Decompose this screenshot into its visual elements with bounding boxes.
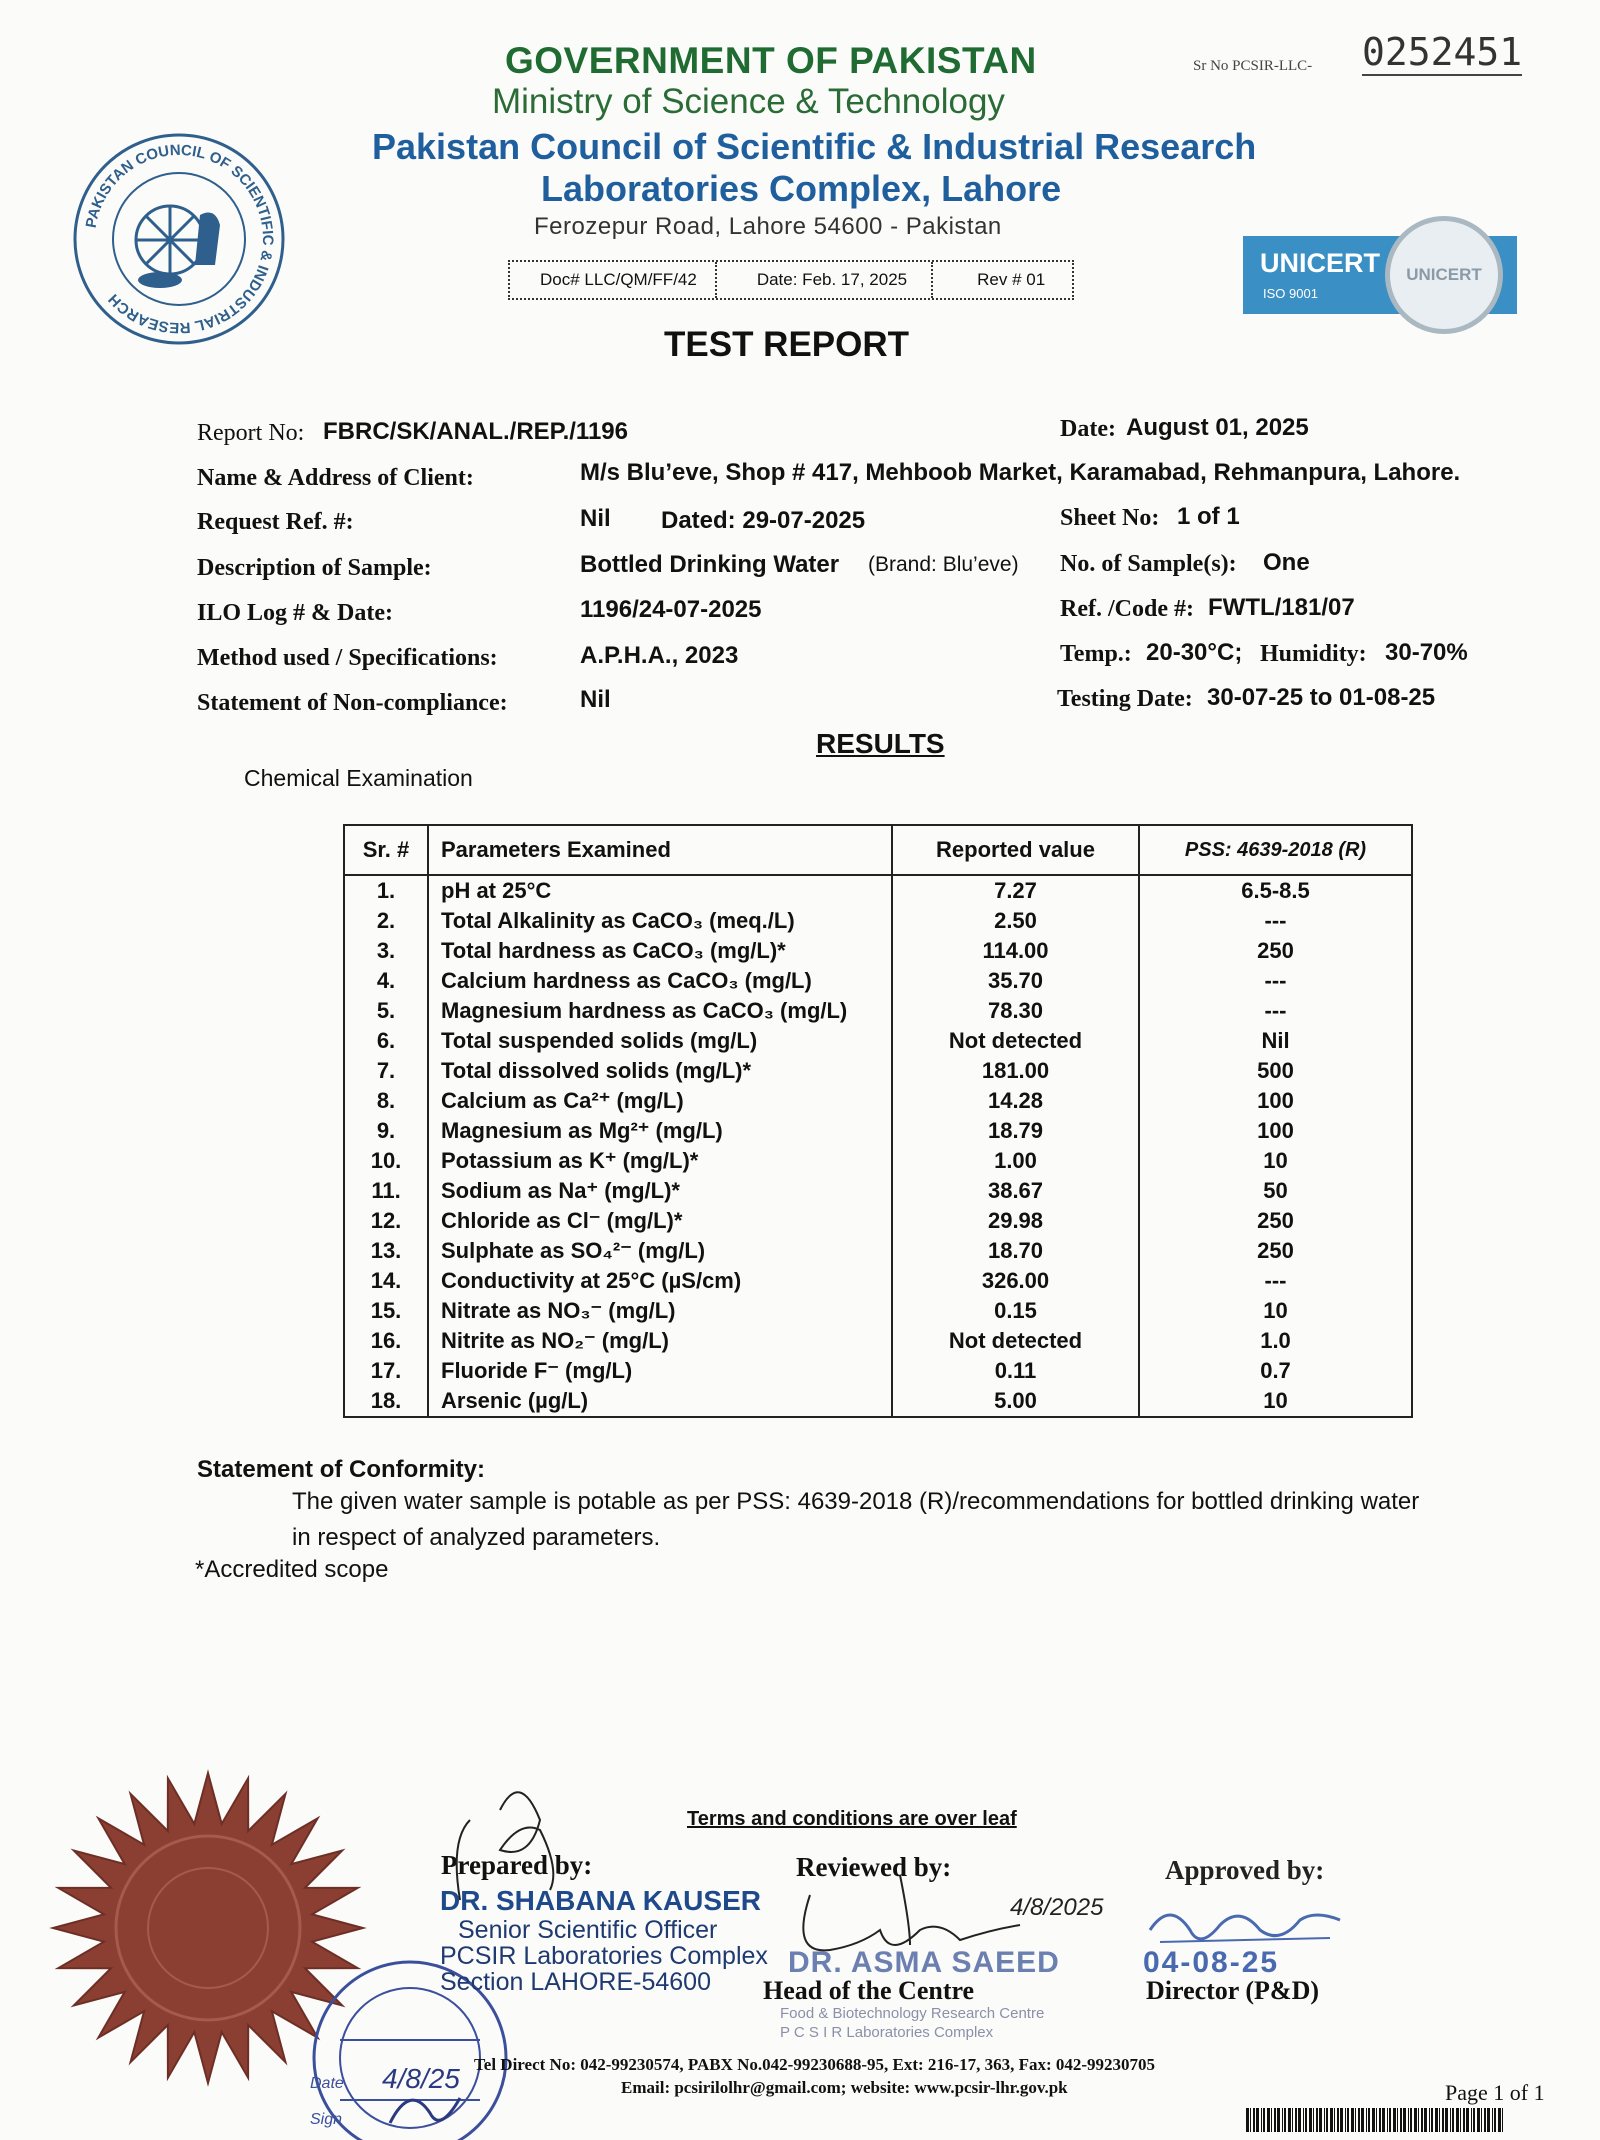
- method-value: A.P.H.A., 2023: [580, 642, 739, 669]
- conformity-heading: Statement of Conformity:: [197, 1456, 485, 1483]
- results-table: [343, 824, 1413, 1418]
- approved-signature: [1140, 1900, 1350, 1950]
- table-row: [344, 906, 1412, 936]
- sheet-value: 1 of 1: [1177, 503, 1240, 530]
- doc-date: Date: Feb. 17, 2025: [756, 270, 908, 289]
- row-pss-limit: ---: [1139, 1266, 1412, 1296]
- address-line: Ferozepur Road, Lahore 54600 - Pakistan: [534, 213, 1002, 240]
- row-pss-limit: 250: [1139, 1236, 1412, 1266]
- row-sr: 15.: [344, 1296, 428, 1326]
- table-row: [344, 1026, 1412, 1056]
- row-sr: 13.: [344, 1236, 428, 1266]
- unicert-badge: [1243, 236, 1517, 314]
- row-reported-value: 0.15: [892, 1296, 1139, 1326]
- table-row: [344, 875, 1412, 906]
- report-no-label: Report No:: [197, 420, 305, 446]
- page-number: Page 1 of 1: [1445, 2080, 1545, 2105]
- approved-label: Approved by:: [1165, 1855, 1325, 1885]
- row-reported-value: 38.67: [892, 1176, 1139, 1206]
- table-row: [344, 1386, 1412, 1417]
- row-sr: 8.: [344, 1086, 428, 1116]
- row-parameter: Nitrite as NO₂⁻ (mg/L): [428, 1326, 892, 1356]
- reviewed-name: DR. ASMA SAEED: [788, 1946, 1060, 1979]
- row-reported-value: 326.00: [892, 1266, 1139, 1296]
- prepared-name: DR. SHABANA KAUSER: [440, 1885, 761, 1916]
- row-reported-value: 5.00: [892, 1386, 1139, 1417]
- row-sr: 5.: [344, 996, 428, 1026]
- row-sr: 16.: [344, 1326, 428, 1356]
- refcode-label: Ref. /Code #:: [1060, 596, 1194, 622]
- prepared-label: Prepared by:: [441, 1850, 593, 1880]
- row-sr: 9.: [344, 1116, 428, 1146]
- samples-value: One: [1263, 549, 1310, 576]
- table-row: [344, 1176, 1412, 1206]
- temp-value: 20-30°C;: [1146, 639, 1243, 666]
- accredited-note: *Accredited scope: [195, 1556, 389, 1583]
- row-parameter: Potassium as K⁺ (mg/L)*: [428, 1146, 892, 1176]
- row-reported-value: 29.98: [892, 1206, 1139, 1236]
- row-reported-value: 7.27: [892, 875, 1139, 906]
- row-reported-value: 18.70: [892, 1236, 1139, 1266]
- table-row: [344, 936, 1412, 966]
- table-row: [344, 1326, 1412, 1356]
- row-reported-value: 78.30: [892, 996, 1139, 1026]
- table-header-row: [344, 825, 1412, 875]
- row-parameter: Nitrate as NO₃⁻ (mg/L): [428, 1296, 892, 1326]
- row-pss-limit: 100: [1139, 1086, 1412, 1116]
- refcode-value: FWTL/181/07: [1208, 594, 1355, 621]
- ministry-heading: Ministry of Science & Technology: [492, 82, 1005, 121]
- doc-revision: Rev # 01: [977, 270, 1046, 289]
- labs-heading: Laboratories Complex, Lahore: [541, 168, 1062, 209]
- brand-value: (Brand: Blu’eve): [868, 553, 1019, 576]
- serial-label: Sr No PCSIR-LLC-: [1193, 58, 1313, 74]
- client-value: M/s Blu’eve, Shop # 417, Mehboob Market, Karamabad, Rehmanpura, Lahore.: [580, 459, 1461, 486]
- stamp-date-label: Date: [310, 2075, 344, 2092]
- unicert-iso: ISO 9001: [1263, 286, 1318, 301]
- row-sr: 1.: [344, 875, 428, 906]
- noncompliance-label: Statement of Non-compliance:: [197, 690, 508, 716]
- prepared-signature: [440, 1780, 600, 1920]
- row-pss-limit: 6.5-8.5: [1139, 875, 1412, 906]
- unicert-name: UNICERT: [1260, 248, 1380, 278]
- row-parameter: Conductivity at 25°C (µS/cm): [428, 1266, 892, 1296]
- request-value: Nil: [580, 505, 611, 532]
- row-parameter: Magnesium hardness as CaCO₃ (mg/L): [428, 996, 892, 1026]
- row-parameter: Magnesium as Mg²⁺ (mg/L): [428, 1116, 892, 1146]
- row-parameter: Sulphate as SO₄²⁻ (mg/L): [428, 1236, 892, 1266]
- row-reported-value: 14.28: [892, 1086, 1139, 1116]
- prepared-org: PCSIR Laboratories Complex: [440, 1942, 768, 1970]
- header-sr: Sr. #: [344, 825, 428, 875]
- row-pss-limit: 250: [1139, 1206, 1412, 1236]
- table-row: [344, 1056, 1412, 1086]
- samples-label: No. of Sample(s):: [1060, 551, 1237, 577]
- row-sr: 4.: [344, 966, 428, 996]
- footer-email: Email: pcsirilolhr@gmail.com; website: www.pcsir-lhr.gov.pk: [621, 2078, 1068, 2097]
- row-sr: 3.: [344, 936, 428, 966]
- date-label: Date:: [1060, 416, 1116, 442]
- noncompliance-value: Nil: [580, 686, 611, 713]
- stamp-sign-label: Sign: [310, 2111, 343, 2128]
- row-pss-limit: 10: [1139, 1296, 1412, 1326]
- reviewed-role: Head of the Centre: [763, 1976, 975, 2005]
- document-control-box: [508, 260, 1074, 300]
- testing-label: Testing Date:: [1057, 686, 1193, 712]
- table-row: [344, 1356, 1412, 1386]
- testing-value: 30-07-25 to 01-08-25: [1207, 684, 1436, 711]
- row-parameter: Arsenic (µg/L): [428, 1386, 892, 1417]
- row-reported-value: 1.00: [892, 1146, 1139, 1176]
- results-heading: RESULTS: [816, 728, 945, 759]
- row-parameter: Total dissolved solids (mg/L)*: [428, 1056, 892, 1086]
- report-date: August 01, 2025: [1126, 414, 1309, 441]
- reviewed-sig-date: 4/8/2025: [1010, 1894, 1104, 1921]
- row-parameter: Sodium as Na⁺ (mg/L)*: [428, 1176, 892, 1206]
- row-parameter: Chloride as Cl⁻ (mg/L)*: [428, 1206, 892, 1236]
- row-pss-limit: Nil: [1139, 1026, 1412, 1056]
- government-heading: GOVERNMENT OF PAKISTAN: [505, 40, 1037, 81]
- serial-number: 0252451: [1362, 30, 1523, 74]
- ilo-value: 1196/24-07-2025: [580, 596, 762, 623]
- prepared-section: Section LAHORE-54600: [440, 1968, 711, 1996]
- row-reported-value: 0.11: [892, 1356, 1139, 1386]
- humidity-value: 30-70%: [1385, 639, 1468, 666]
- header-reported: Reported value: [892, 825, 1139, 875]
- prepared-title: Senior Scientific Officer: [458, 1916, 718, 1944]
- report-title: TEST REPORT: [664, 325, 910, 364]
- table-row: [344, 966, 1412, 996]
- row-reported-value: Not detected: [892, 1026, 1139, 1056]
- row-parameter: Total Alkalinity as CaCO₃ (meq./L): [428, 906, 892, 936]
- row-pss-limit: 10: [1139, 1386, 1412, 1417]
- ilo-label: ILO Log # & Date:: [197, 600, 393, 626]
- row-reported-value: 35.70: [892, 966, 1139, 996]
- unicert-emblem: UNICERT: [1385, 216, 1503, 334]
- row-sr: 18.: [344, 1386, 428, 1417]
- reviewed-stamp-line1: Food & Biotechnology Research Centre: [780, 2005, 1045, 2022]
- row-pss-limit: ---: [1139, 906, 1412, 936]
- doc-number: Doc# LLC/QM/FF/42: [540, 270, 697, 289]
- reviewed-label: Reviewed by:: [796, 1852, 952, 1882]
- reviewed-stamp-line2: P C S I R Laboratories Complex: [780, 2024, 994, 2041]
- row-sr: 12.: [344, 1206, 428, 1236]
- row-sr: 10.: [344, 1146, 428, 1176]
- row-pss-limit: ---: [1139, 966, 1412, 996]
- row-pss-limit: 500: [1139, 1056, 1412, 1086]
- table-row: [344, 1146, 1412, 1176]
- row-reported-value: 2.50: [892, 906, 1139, 936]
- request-dated: Dated: 29-07-2025: [661, 507, 866, 534]
- sheet-label: Sheet No:: [1060, 505, 1160, 531]
- description-label: Description of Sample:: [197, 555, 432, 581]
- row-parameter: Calcium as Ca²⁺ (mg/L): [428, 1086, 892, 1116]
- row-reported-value: 114.00: [892, 936, 1139, 966]
- pcsir-seal-logo: [70, 130, 288, 348]
- row-parameter: Calcium hardness as CaCO₃ (mg/L): [428, 966, 892, 996]
- temp-label: Temp.:: [1060, 641, 1132, 667]
- row-pss-limit: 1.0: [1139, 1326, 1412, 1356]
- row-pss-limit: 100: [1139, 1116, 1412, 1146]
- table-row: [344, 996, 1412, 1026]
- conformity-text: The given water sample is potable as per PSS: 4639-2018 (R)/recommendations for bottled drinking water in respect of analyzed parameters.: [292, 1488, 1420, 1551]
- stamp-date: 4/8/25: [382, 2063, 460, 2094]
- table-row: [344, 1266, 1412, 1296]
- header-parameter: Parameters Examined: [428, 825, 892, 875]
- row-reported-value: Not detected: [892, 1326, 1139, 1356]
- row-parameter: pH at 25°C: [428, 875, 892, 906]
- row-parameter: Total suspended solids (mg/L): [428, 1026, 892, 1056]
- seal-text: PAKISTAN COUNCIL OF SCIENTIFIC & INDUSTRIAL RESEARCH: [82, 141, 277, 337]
- row-sr: 7.: [344, 1056, 428, 1086]
- request-label: Request Ref. #:: [197, 509, 354, 535]
- table-row: [344, 1296, 1412, 1326]
- row-sr: 11.: [344, 1176, 428, 1206]
- row-pss-limit: 250: [1139, 936, 1412, 966]
- section-heading: Chemical Examination: [244, 765, 473, 791]
- table-row: [344, 1086, 1412, 1116]
- row-pss-limit: 50: [1139, 1176, 1412, 1206]
- row-sr: 6.: [344, 1026, 428, 1056]
- row-parameter: Total hardness as CaCO₃ (mg/L)*: [428, 936, 892, 966]
- approved-role: Director (P&D): [1146, 1976, 1320, 2005]
- humidity-label: Humidity:: [1260, 641, 1367, 667]
- approved-date: 04-08-25: [1143, 1946, 1280, 1979]
- report-no: FBRC/SK/ANAL./REP./1196: [323, 418, 628, 445]
- row-sr: 14.: [344, 1266, 428, 1296]
- row-pss-limit: ---: [1139, 996, 1412, 1026]
- terms-note: Terms and conditions are over leaf: [687, 1808, 1017, 1830]
- row-reported-value: 18.79: [892, 1116, 1139, 1146]
- method-label: Method used / Specifications:: [197, 645, 498, 671]
- footer-contact: Tel Direct No: 042-99230574, PABX No.042-99230688-95, Ext: 216-17, 363, Fax: 042-99230705: [474, 2055, 1156, 2074]
- row-sr: 17.: [344, 1356, 428, 1386]
- table-row: [344, 1116, 1412, 1146]
- barcode-icon: [1246, 2108, 1508, 2132]
- row-parameter: Fluoride F⁻ (mg/L): [428, 1356, 892, 1386]
- row-reported-value: 181.00: [892, 1056, 1139, 1086]
- header-pss: PSS: 4639-2018 (R): [1139, 825, 1412, 875]
- council-heading: Pakistan Council of Scientific & Industrial Research: [372, 126, 1257, 167]
- table-row: [344, 1206, 1412, 1236]
- row-pss-limit: 0.7: [1139, 1356, 1412, 1386]
- client-label: Name & Address of Client:: [197, 465, 474, 491]
- row-pss-limit: 10: [1139, 1146, 1412, 1176]
- row-sr: 2.: [344, 906, 428, 936]
- description-value: Bottled Drinking Water: [580, 551, 840, 578]
- table-row: [344, 1236, 1412, 1266]
